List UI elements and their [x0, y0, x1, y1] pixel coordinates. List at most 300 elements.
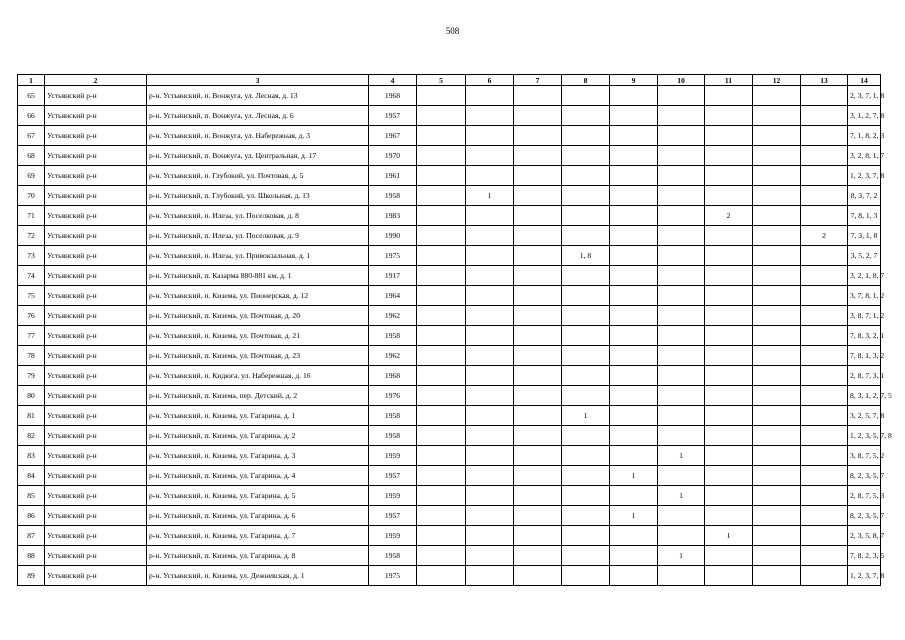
column-7-cell	[514, 146, 562, 166]
table-row	[18, 546, 881, 566]
district-cell: Устьянский р-н	[45, 346, 147, 366]
table-row	[18, 146, 881, 166]
column-6-cell	[466, 166, 514, 186]
column-12-cell	[753, 306, 801, 326]
column-5-cell	[417, 246, 466, 266]
column-7-cell	[514, 526, 562, 546]
column-9-cell	[610, 246, 658, 266]
table-row	[18, 286, 881, 306]
column-7-cell	[514, 426, 562, 446]
year-cell: 1959	[369, 446, 417, 466]
column-12-cell	[753, 86, 801, 106]
table-row	[18, 186, 881, 206]
row-number: 79	[18, 366, 45, 386]
column-8-cell	[562, 546, 610, 566]
column-11-cell	[705, 506, 753, 526]
column-10-cell: 1	[658, 486, 705, 506]
column-9-cell: 1	[610, 466, 658, 486]
column-11-cell	[705, 386, 753, 406]
column-6-cell	[466, 406, 514, 426]
column-5-cell	[417, 286, 466, 306]
column-12-cell	[753, 266, 801, 286]
table-row	[18, 346, 881, 366]
page-number: 508	[445, 26, 460, 36]
column-11-cell	[705, 246, 753, 266]
column-9-cell	[610, 346, 658, 366]
column-9-cell	[610, 446, 658, 466]
column-8-cell	[562, 146, 610, 166]
table-row	[18, 526, 881, 546]
column-8-cell	[562, 226, 610, 246]
column-header-8: 8	[562, 75, 610, 86]
table-header	[18, 75, 881, 86]
column-header-6: 6	[466, 75, 514, 86]
row-number: 89	[18, 566, 45, 586]
column-12-cell	[753, 126, 801, 146]
column-12-cell	[753, 466, 801, 486]
column-10-cell	[658, 366, 705, 386]
column-14-cell: 7, 8, 2, 3, 5	[848, 546, 881, 566]
column-14-cell: 7, 8, 3, 2, 1	[848, 326, 881, 346]
address-cell: р-н. Устьянский, п. Кизема, ул. Почтовая, д. 20	[147, 306, 369, 326]
year-cell: 1957	[369, 506, 417, 526]
table-row	[18, 486, 881, 506]
column-12-cell	[753, 526, 801, 546]
column-9-cell	[610, 546, 658, 566]
column-14-cell: 1, 2, 3, 7, 8	[848, 566, 881, 586]
row-number: 74	[18, 266, 45, 286]
table-row	[18, 566, 881, 586]
district-cell: Устьянский р-н	[45, 306, 147, 326]
table-body	[18, 86, 892, 586]
row-number: 82	[18, 426, 45, 446]
column-10-cell	[658, 206, 705, 226]
column-8-cell	[562, 266, 610, 286]
column-10-cell	[658, 106, 705, 126]
table-row	[18, 126, 881, 146]
column-header-1: 1	[18, 75, 45, 86]
column-9-cell	[610, 266, 658, 286]
column-6-cell	[466, 226, 514, 246]
column-14-cell: 2, 3, 5, 8, 7	[848, 526, 881, 546]
address-cell: р-н. Устьянский, п. Кизема, ул. Почтовая, д. 23	[147, 346, 369, 366]
column-6-cell	[466, 446, 514, 466]
year-cell: 1976	[369, 386, 417, 406]
column-9-cell: 1	[610, 506, 658, 526]
column-8-cell	[562, 506, 610, 526]
column-12-cell	[753, 166, 801, 186]
address-cell: р-н. Устьянский, п. Кизема, ул. Пионерская, д. 12	[147, 286, 369, 306]
column-10-cell	[658, 86, 705, 106]
column-5-cell	[417, 446, 466, 466]
address-cell: р-н. Устьянский, п. Кизема, ул. Гагарина, д. 2	[147, 426, 369, 446]
table-row	[18, 366, 881, 386]
column-11-cell	[705, 186, 753, 206]
address-cell: р-н. Устьянский, п. Казарма 880-881 км, д. 1	[147, 266, 369, 286]
address-cell: р-н. Устьянский, п. Илеза, ул. Поселковая, д. 8	[147, 206, 369, 226]
table-row	[18, 446, 881, 466]
column-10-cell	[658, 186, 705, 206]
column-9-cell	[610, 326, 658, 346]
column-5-cell	[417, 526, 466, 546]
column-12-cell	[753, 146, 801, 166]
row-number: 86	[18, 506, 45, 526]
column-13-cell	[801, 126, 848, 146]
district-cell: Устьянский р-н	[45, 446, 147, 466]
row-number: 66	[18, 106, 45, 126]
column-5-cell	[417, 546, 466, 566]
column-10-cell	[658, 346, 705, 366]
district-cell: Устьянский р-н	[45, 466, 147, 486]
column-12-cell	[753, 546, 801, 566]
column-7-cell	[514, 206, 562, 226]
column-14-cell: 3, 2, 8, 1, 7	[848, 146, 881, 166]
address-cell: р-н. Устьянский, п. Вонжуга, ул. Набережная, д. 3	[147, 126, 369, 146]
column-10-cell	[658, 226, 705, 246]
column-12-cell	[753, 226, 801, 246]
column-13-cell	[801, 466, 848, 486]
column-6-cell	[466, 366, 514, 386]
column-14-cell: 3, 8, 7, 5, 2	[848, 446, 881, 466]
row-number: 67	[18, 126, 45, 146]
header-row	[18, 75, 881, 86]
column-7-cell	[514, 166, 562, 186]
column-7-cell	[514, 86, 562, 106]
column-header-4: 4	[369, 75, 417, 86]
column-7-cell	[514, 546, 562, 566]
column-7-cell	[514, 286, 562, 306]
column-6-cell	[466, 106, 514, 126]
column-header-5: 5	[417, 75, 466, 86]
column-9-cell	[610, 286, 658, 306]
column-12-cell	[753, 366, 801, 386]
column-12-cell	[753, 106, 801, 126]
column-10-cell	[658, 506, 705, 526]
column-9-cell	[610, 146, 658, 166]
column-11-cell	[705, 106, 753, 126]
column-6-cell	[466, 386, 514, 406]
column-header-12: 12	[753, 75, 801, 86]
column-11-cell	[705, 406, 753, 426]
column-11-cell	[705, 126, 753, 146]
column-6-cell: 1	[466, 186, 514, 206]
column-10-cell	[658, 326, 705, 346]
column-10-cell	[658, 146, 705, 166]
column-7-cell	[514, 506, 562, 526]
column-9-cell	[610, 206, 658, 226]
column-14-cell: 1, 2, 3, 5, 7, 8	[848, 426, 881, 446]
column-9-cell	[610, 86, 658, 106]
column-6-cell	[466, 566, 514, 586]
column-13-cell	[801, 186, 848, 206]
column-8-cell: 1	[562, 406, 610, 426]
column-13-cell	[801, 366, 848, 386]
column-14-cell: 3, 2, 1, 8, 7	[848, 266, 881, 286]
district-cell: Устьянский р-н	[45, 486, 147, 506]
row-number: 87	[18, 526, 45, 546]
column-10-cell	[658, 166, 705, 186]
column-13-cell	[801, 526, 848, 546]
column-9-cell	[610, 166, 658, 186]
column-13-cell	[801, 286, 848, 306]
address-cell: р-н. Устьянский, п. Кизема, ул. Гагарина, д. 1	[147, 406, 369, 426]
column-5-cell	[417, 106, 466, 126]
column-11-cell	[705, 326, 753, 346]
column-11-cell	[705, 86, 753, 106]
year-cell: 1958	[369, 406, 417, 426]
column-8-cell	[562, 166, 610, 186]
row-number: 75	[18, 286, 45, 306]
row-number: 70	[18, 186, 45, 206]
row-number: 88	[18, 546, 45, 566]
column-header-7: 7	[514, 75, 562, 86]
column-11-cell: 2	[705, 206, 753, 226]
column-header-11: 11	[705, 75, 753, 86]
table-row	[18, 306, 881, 326]
column-9-cell	[610, 526, 658, 546]
column-8-cell	[562, 186, 610, 206]
column-6-cell	[466, 146, 514, 166]
column-7-cell	[514, 446, 562, 466]
column-13-cell	[801, 486, 848, 506]
column-header-3: 3	[147, 75, 369, 86]
column-6-cell	[466, 206, 514, 226]
column-5-cell	[417, 146, 466, 166]
column-11-cell: 1	[705, 526, 753, 546]
district-cell: Устьянский р-н	[45, 86, 147, 106]
row-number: 69	[18, 166, 45, 186]
district-cell: Устьянский р-н	[45, 106, 147, 126]
district-cell: Устьянский р-н	[45, 506, 147, 526]
table-row	[18, 386, 881, 406]
column-8-cell	[562, 126, 610, 146]
column-11-cell	[705, 426, 753, 446]
column-12-cell	[753, 386, 801, 406]
column-13-cell	[801, 146, 848, 166]
column-9-cell	[610, 406, 658, 426]
year-cell: 1967	[369, 126, 417, 146]
column-6-cell	[466, 246, 514, 266]
district-cell: Устьянский р-н	[45, 246, 147, 266]
column-12-cell	[753, 426, 801, 446]
column-11-cell	[705, 466, 753, 486]
column-10-cell	[658, 126, 705, 146]
column-11-cell	[705, 566, 753, 586]
column-13-cell	[801, 86, 848, 106]
address-cell: р-н. Устьянский, п. Илеза, ул. Поселковая, д. 9	[147, 226, 369, 246]
column-10-cell	[658, 306, 705, 326]
column-10-cell: 1	[658, 546, 705, 566]
column-12-cell	[753, 326, 801, 346]
row-number: 65	[18, 86, 45, 106]
year-cell: 1990	[369, 226, 417, 246]
column-8-cell	[562, 386, 610, 406]
column-14-cell: 8, 3, 1, 2, 7, 5	[848, 386, 881, 406]
column-10-cell	[658, 426, 705, 446]
column-5-cell	[417, 126, 466, 146]
column-9-cell	[610, 386, 658, 406]
column-10-cell	[658, 266, 705, 286]
column-5-cell	[417, 346, 466, 366]
year-cell: 1975	[369, 566, 417, 586]
district-cell: Устьянский р-н	[45, 566, 147, 586]
address-cell: р-н. Устьянский, п. Глубокий, ул. Школьная, д. 13	[147, 186, 369, 206]
year-cell: 1959	[369, 486, 417, 506]
column-5-cell	[417, 426, 466, 446]
column-13-cell	[801, 166, 848, 186]
column-6-cell	[466, 86, 514, 106]
row-number: 76	[18, 306, 45, 326]
address-cell: р-н. Устьянский, п. Вонжуга, ул. Лесная, д. 6	[147, 106, 369, 126]
row-number: 68	[18, 146, 45, 166]
column-5-cell	[417, 386, 466, 406]
column-14-cell: 3, 5, 2, 7	[848, 246, 881, 266]
column-5-cell	[417, 206, 466, 226]
column-14-cell: 2, 8, 7, 5, 3	[848, 486, 881, 506]
column-12-cell	[753, 486, 801, 506]
address-cell: р-н. Устьянский, п. Вонжуга, ул. Центральная, д. 17	[147, 146, 369, 166]
table-row	[18, 406, 881, 426]
year-cell: 1983	[369, 206, 417, 226]
column-10-cell	[658, 286, 705, 306]
table-row	[18, 266, 881, 286]
column-14-cell: 8, 3, 7, 2	[848, 186, 881, 206]
column-14-cell: 1, 2, 3, 7, 8	[848, 166, 881, 186]
column-7-cell	[514, 406, 562, 426]
column-6-cell	[466, 266, 514, 286]
year-cell: 1975	[369, 246, 417, 266]
column-8-cell	[562, 446, 610, 466]
column-10-cell	[658, 386, 705, 406]
column-13-cell: 2	[801, 226, 848, 246]
table-row	[18, 466, 881, 486]
column-14-cell: 3, 7, 8, 1, 2	[848, 286, 881, 306]
year-cell: 1970	[369, 146, 417, 166]
district-cell: Устьянский р-н	[45, 286, 147, 306]
column-11-cell	[705, 306, 753, 326]
column-10-cell	[658, 566, 705, 586]
row-number: 78	[18, 346, 45, 366]
column-9-cell	[610, 366, 658, 386]
column-9-cell	[610, 106, 658, 126]
table-row	[18, 226, 881, 246]
column-9-cell	[610, 126, 658, 146]
column-8-cell: 1, 8	[562, 246, 610, 266]
year-cell: 1968	[369, 366, 417, 386]
column-13-cell	[801, 566, 848, 586]
column-10-cell	[658, 246, 705, 266]
column-12-cell	[753, 566, 801, 586]
year-cell: 1958	[369, 186, 417, 206]
column-12-cell	[753, 186, 801, 206]
table-row	[18, 166, 881, 186]
column-11-cell	[705, 346, 753, 366]
row-number: 81	[18, 406, 45, 426]
column-9-cell	[610, 186, 658, 206]
row-number: 73	[18, 246, 45, 266]
district-cell: Устьянский р-н	[45, 126, 147, 146]
column-8-cell	[562, 486, 610, 506]
column-14-cell: 3, 8, 7, 1, 2	[848, 306, 881, 326]
district-cell: Устьянский р-н	[45, 186, 147, 206]
column-9-cell	[610, 566, 658, 586]
row-number: 71	[18, 206, 45, 226]
column-9-cell	[610, 226, 658, 246]
column-5-cell	[417, 406, 466, 426]
column-13-cell	[801, 506, 848, 526]
column-5-cell	[417, 506, 466, 526]
column-5-cell	[417, 486, 466, 506]
column-11-cell	[705, 486, 753, 506]
column-13-cell	[801, 106, 848, 126]
column-13-cell	[801, 326, 848, 346]
column-5-cell	[417, 186, 466, 206]
year-cell: 1958	[369, 326, 417, 346]
column-14-cell: 3, 1, 2, 7, 8	[848, 106, 881, 126]
address-cell: р-н. Устьянский, п. Кизема, ул. Гагарина, д. 6	[147, 506, 369, 526]
column-13-cell	[801, 346, 848, 366]
column-5-cell	[417, 166, 466, 186]
table-row	[18, 246, 881, 266]
column-11-cell	[705, 366, 753, 386]
table-row	[18, 326, 881, 346]
column-header-14: 14	[848, 75, 881, 86]
year-cell: 1958	[369, 426, 417, 446]
column-7-cell	[514, 186, 562, 206]
column-11-cell	[705, 266, 753, 286]
column-12-cell	[753, 206, 801, 226]
district-cell: Устьянский р-н	[45, 426, 147, 446]
column-7-cell	[514, 466, 562, 486]
column-8-cell	[562, 326, 610, 346]
column-5-cell	[417, 306, 466, 326]
registry-table	[17, 74, 892, 586]
year-cell: 1964	[369, 286, 417, 306]
column-11-cell	[705, 546, 753, 566]
column-13-cell	[801, 546, 848, 566]
column-13-cell	[801, 266, 848, 286]
row-number: 85	[18, 486, 45, 506]
column-11-cell	[705, 286, 753, 306]
column-8-cell	[562, 286, 610, 306]
district-cell: Устьянский р-н	[45, 406, 147, 426]
column-14-cell: 7, 3, 1, 8	[848, 226, 881, 246]
column-14-cell: 8, 2, 3, 5, 7	[848, 506, 881, 526]
table-row	[18, 506, 881, 526]
address-cell: р-н. Устьянский, п. Кизема, ул. Гагарина, д. 4	[147, 466, 369, 486]
address-cell: р-н. Устьянский, п. Кизема, ул. Гагарина, д. 3	[147, 446, 369, 466]
column-7-cell	[514, 366, 562, 386]
column-13-cell	[801, 306, 848, 326]
column-11-cell	[705, 446, 753, 466]
column-7-cell	[514, 266, 562, 286]
table-row	[18, 426, 881, 446]
column-13-cell	[801, 406, 848, 426]
district-cell: Устьянский р-н	[45, 546, 147, 566]
column-header-9: 9	[610, 75, 658, 86]
column-11-cell	[705, 226, 753, 246]
address-cell: р-н. Устьянский, п. Вонжуга, ул. Лесная, д. 13	[147, 86, 369, 106]
year-cell: 1957	[369, 106, 417, 126]
column-14-cell: 3, 2, 5, 7, 8	[848, 406, 881, 426]
column-header-2: 2	[45, 75, 147, 86]
column-header-13: 13	[801, 75, 848, 86]
column-10-cell	[658, 406, 705, 426]
column-5-cell	[417, 226, 466, 246]
address-cell: р-н. Устьянский, п. Кидюга, ул. Набережная, д. 16	[147, 366, 369, 386]
column-9-cell	[610, 426, 658, 446]
column-13-cell	[801, 426, 848, 446]
